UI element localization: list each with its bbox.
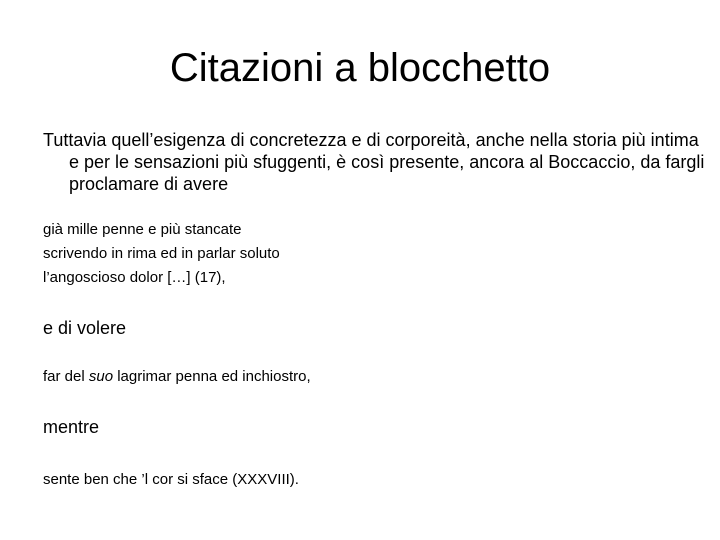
connector-text-2: mentre <box>43 417 100 437</box>
quote-line-1: già mille penne e più stancate <box>43 221 242 238</box>
quote-line-2: scrivendo in rima ed in parlar soluto <box>43 245 280 262</box>
quote2-after: lagrimar penna ed inchiostro, <box>113 368 311 385</box>
block-quote-1 <box>43 218 683 290</box>
block-quote-2 <box>43 365 683 389</box>
quote2-emphasis: suo <box>88 368 114 385</box>
quote2-before: far del <box>43 368 89 385</box>
connector-text-1: e di volere <box>43 318 127 338</box>
quote-line-3: l’angoscioso dolor […] (17), <box>43 269 226 286</box>
block-quote-3: sente ben che ’l cor si sface (XXXVIII). <box>43 471 299 488</box>
slide-title: Citazioni a blocchetto <box>169 46 551 90</box>
intro-paragraph: Tuttavia quell’esigenza di concretezza e di corporeità, anche nella storia più intima e per le sensazioni più sfuggenti, è così presente, ancora al Boccaccio, da fargli proclamare di avere <box>43 130 705 194</box>
